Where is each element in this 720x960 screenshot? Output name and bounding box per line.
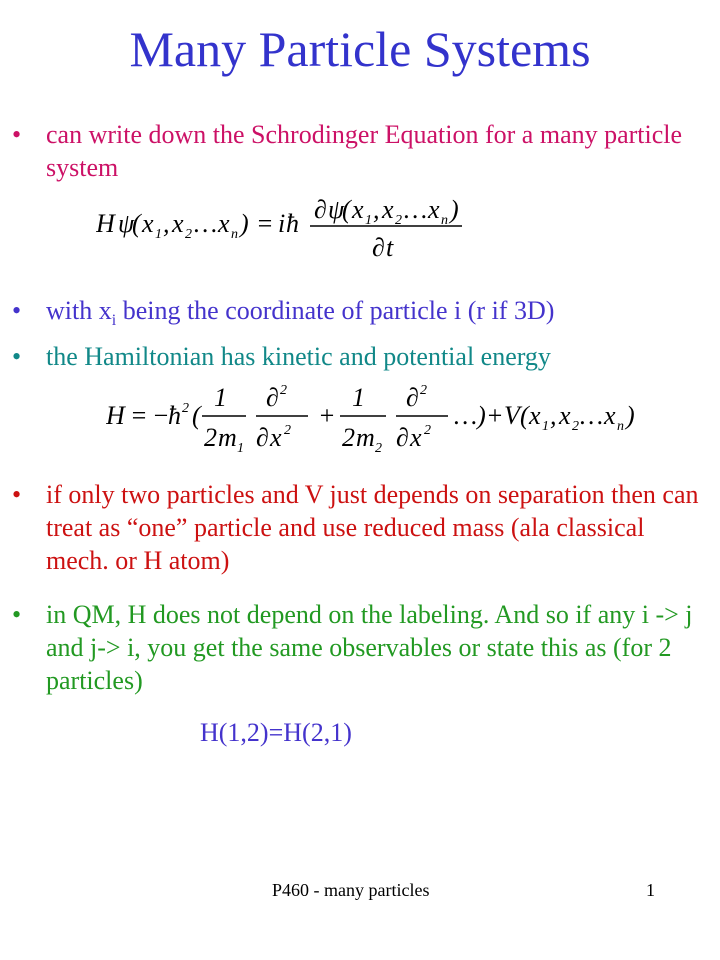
svg-text:x: x — [270, 423, 282, 452]
subscript-i: i — [111, 312, 117, 330]
svg-text:∂: ∂ — [396, 423, 409, 452]
svg-text:,: , — [550, 401, 557, 430]
svg-text:): ) — [240, 209, 249, 238]
svg-text:i: i — [278, 209, 286, 238]
svg-text:…: … — [404, 195, 428, 224]
footer-course: P460 - many particles — [272, 880, 430, 900]
bullet-text: in QM, H does not depend on the labeling. And so if any i -> j and j-> i, you get the same observables or state this as (for 2 particles) — [46, 600, 693, 695]
svg-text:(: ( — [132, 209, 141, 238]
svg-text:x: x — [142, 209, 154, 238]
bullet-schrodinger — [12, 118, 702, 184]
svg-text:x: x — [604, 401, 616, 430]
bullet-text: if only two particles and V just depends on separation then can treat as “one” particle and use reduced mass (ala classical mech. or H atom) — [46, 480, 699, 575]
svg-text:2: 2 — [424, 423, 431, 438]
svg-text:m: m — [218, 423, 237, 452]
svg-text:2: 2 — [572, 419, 579, 434]
svg-text:n: n — [231, 227, 238, 242]
svg-text:1: 1 — [365, 213, 372, 228]
bullet-text: can write down the Schrodinger Equation for a many particle system — [46, 120, 683, 182]
bullet-text: with $x_i$ being the coordinate of particle i (r if 3D) — [46, 296, 555, 330]
svg-text:ħ: ħ — [168, 401, 181, 430]
svg-text:1: 1 — [542, 419, 549, 434]
svg-text:2: 2 — [182, 401, 189, 416]
hamiltonian-equation — [106, 382, 646, 466]
svg-text:n: n — [441, 213, 448, 228]
svg-text:…): …) — [454, 401, 486, 430]
svg-text:ħ: ħ — [286, 209, 299, 238]
svg-text:∂: ∂ — [406, 383, 419, 412]
svg-text:−: − — [152, 401, 170, 430]
svg-text:(: ( — [342, 195, 351, 224]
svg-text:ψ: ψ — [118, 209, 135, 238]
svg-text:1: 1 — [155, 227, 162, 242]
bullet-dot: • — [12, 600, 22, 629]
svg-text:H: H — [96, 209, 115, 238]
bullet-coordinate — [12, 294, 702, 337]
svg-text:∂: ∂ — [256, 423, 269, 452]
svg-text:x: x — [410, 423, 422, 452]
svg-text:∂: ∂ — [372, 233, 385, 262]
svg-text:=: = — [256, 209, 274, 238]
svg-text:2: 2 — [204, 423, 217, 452]
svg-text:2: 2 — [420, 383, 427, 398]
svg-text:2: 2 — [280, 383, 287, 398]
svg-text:2: 2 — [185, 227, 192, 242]
svg-text:x: x — [218, 209, 230, 238]
svg-text:(: ( — [520, 401, 529, 430]
svg-text:x: x — [559, 401, 571, 430]
bullet-dot: • — [12, 342, 22, 371]
svg-text:(: ( — [192, 401, 201, 430]
svg-text:): ) — [626, 401, 635, 430]
schrodinger-equation — [96, 192, 506, 264]
bullet-two-particles — [12, 478, 702, 577]
svg-text:∂: ∂ — [266, 383, 279, 412]
svg-text:,: , — [373, 195, 380, 224]
svg-text:x: x — [529, 401, 541, 430]
svg-text:2: 2 — [342, 423, 355, 452]
bullet-labeling — [12, 598, 702, 697]
svg-text:m: m — [356, 423, 375, 452]
svg-text:x: x — [428, 195, 440, 224]
svg-text:1: 1 — [352, 383, 365, 412]
svg-text:∂: ∂ — [314, 195, 327, 224]
bullet-dot: • — [12, 296, 22, 325]
svg-text:+: + — [486, 401, 504, 430]
svg-text:t: t — [386, 233, 394, 262]
svg-text:): ) — [450, 195, 459, 224]
svg-text:1: 1 — [237, 441, 244, 456]
svg-text:2: 2 — [284, 423, 291, 438]
svg-text:2: 2 — [395, 213, 402, 228]
bullet-dot: • — [12, 120, 22, 149]
svg-text:2: 2 — [375, 441, 382, 456]
svg-text:,: , — [163, 209, 170, 238]
svg-text:1: 1 — [214, 383, 227, 412]
svg-text:+: + — [318, 401, 336, 430]
svg-text:x: x — [352, 195, 364, 224]
slide-title: Many Particle Systems — [129, 21, 591, 77]
bullet-hamiltonian — [12, 340, 702, 373]
svg-text:…: … — [194, 209, 218, 238]
symmetry-equation: H(1,2)=H(2,1) — [200, 718, 352, 747]
svg-text:…: … — [580, 401, 604, 430]
svg-text:x: x — [382, 195, 394, 224]
bullet-dot: • — [12, 480, 22, 509]
bullet-text: the Hamiltonian has kinetic and potential energy — [46, 342, 551, 371]
svg-text:ψ: ψ — [328, 195, 345, 224]
svg-text:H: H — [106, 401, 125, 430]
svg-text:n: n — [617, 419, 624, 434]
footer-page-number: 1 — [646, 880, 655, 900]
svg-text:x: x — [172, 209, 184, 238]
svg-text:=: = — [130, 401, 148, 430]
svg-text:V: V — [504, 401, 520, 430]
